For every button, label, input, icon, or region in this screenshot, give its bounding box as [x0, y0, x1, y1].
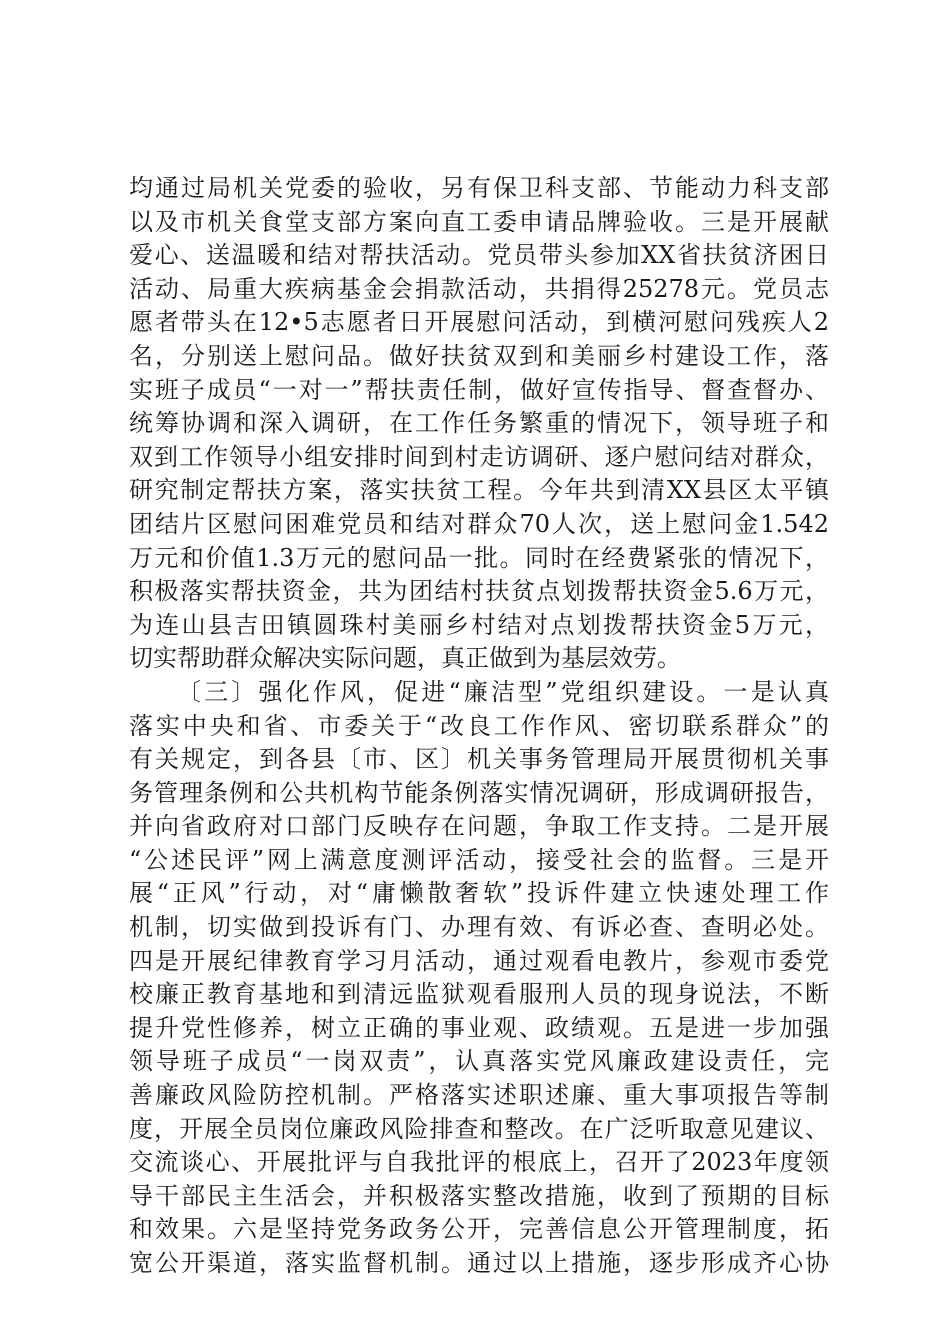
text-line: 活动、局重大疾病基金会捐款活动，共捐得25278元。党员志	[129, 274, 829, 303]
text-line: 实班子成员“一对一”帮扶责任制，做好宣传指导、督查督办、	[129, 375, 829, 404]
text-line: 统筹协调和深入调研，在工作任务繁重的情况下，领导班子和	[129, 409, 829, 438]
text-line: 提升党性修养，树立正确的事业观、政绩观。五是进一步加强	[129, 1013, 829, 1042]
text-line: 积极落实帮扶资金，共为团结村扶贫点划拨帮扶资金5.6万元，	[129, 577, 829, 606]
body-text	[129, 172, 829, 1281]
text-line: 领导班子成员“一岗双责”，认真落实党风廉政建设责任，完	[129, 1047, 829, 1076]
text-line: 并向省政府对口部门反映存在问题，争取工作支持。二是开展	[129, 812, 829, 841]
text-line: 切实帮助群众解决实际问题，真正做到为基层效劳。	[129, 644, 681, 673]
text-line: 双到工作领导小组安排时间到村走访调研、逐户慰问结对群众，	[129, 442, 829, 471]
text-line: 研究制定帮扶方案，落实扶贫工程。今年共到清XX县区太平镇	[129, 476, 829, 505]
text-line: 团结片区慰问困难党员和结对群众70人次，送上慰问金1.542	[129, 509, 829, 538]
text-line: 宽公开渠道，落实监督机制。通过以上措施，逐步形成齐心协	[129, 1249, 829, 1277]
text-line: 四是开展纪律教育学习月活动，通过观看电教片，参观市委党	[129, 946, 829, 975]
text-line: 以及市机关食堂支部方案向直工委申请品牌验收。三是开展献	[129, 207, 829, 236]
text-line: 愿者带头在12•5志愿者日开展慰问活动，到横河慰问残疾人2	[129, 308, 829, 337]
text-line: 落实中央和省、市委关于“改良工作作风、密切联系群众”的	[129, 711, 829, 740]
text-line: 务管理条例和公共机构节能条例落实情况调研，形成调研报告，	[129, 778, 829, 807]
text-line: 均通过局机关党委的验收，另有保卫科支部、节能动力科支部	[129, 174, 829, 202]
section-heading-line: 〔三〕强化作风，促进“廉洁型”党组织建设。一是认真	[177, 677, 829, 706]
text-line: 校廉正教育基地和到清远监狱观看服刑人员的现身说法，不断	[129, 980, 829, 1009]
text-line: “公述民评”网上满意度测评活动，接受社会的监督。三是开	[129, 845, 829, 874]
text-line: 善廉政风险防控机制。严格落实述职述廉、重大事项报告等制	[129, 1081, 829, 1110]
text-line: 爱心、送温暖和结对帮扶活动。党员带头参加XX省扶贫济困日	[129, 241, 829, 270]
text-line: 导干部民主生活会，并积极落实整改措施，收到了预期的目标	[129, 1181, 829, 1210]
text-line: 有关规定，到各县〔市、区〕机关事务管理局开展贯彻机关事	[129, 745, 829, 774]
text-line: 展“正风”行动，对“庸懒散奢软”投诉件建立快速处理工作	[129, 879, 829, 908]
text-line: 交流谈心、开展批评与自我批评的根底上，召开了2023年度领	[129, 1148, 829, 1177]
text-line: 和效果。六是坚持党务政务公开，完善信息公开管理制度，拓	[129, 1215, 829, 1244]
text-line: 名，分别送上慰问品。做好扶贫双到和美丽乡村建设工作，落	[129, 341, 829, 370]
text-line: 万元和价值1.3万元的慰问品一批。同时在经费紧张的情况下，	[129, 543, 829, 572]
text-line: 度，开展全员岗位廉政风险排查和整改。在广泛听取意见建议、	[129, 1114, 829, 1143]
text-line: 为连山县吉田镇圆珠村美丽乡村结对点划拨帮扶资金5万元，	[129, 610, 829, 639]
text-line: 机制，切实做到投诉有门、办理有效、有诉必查、查明必处。	[129, 913, 829, 942]
